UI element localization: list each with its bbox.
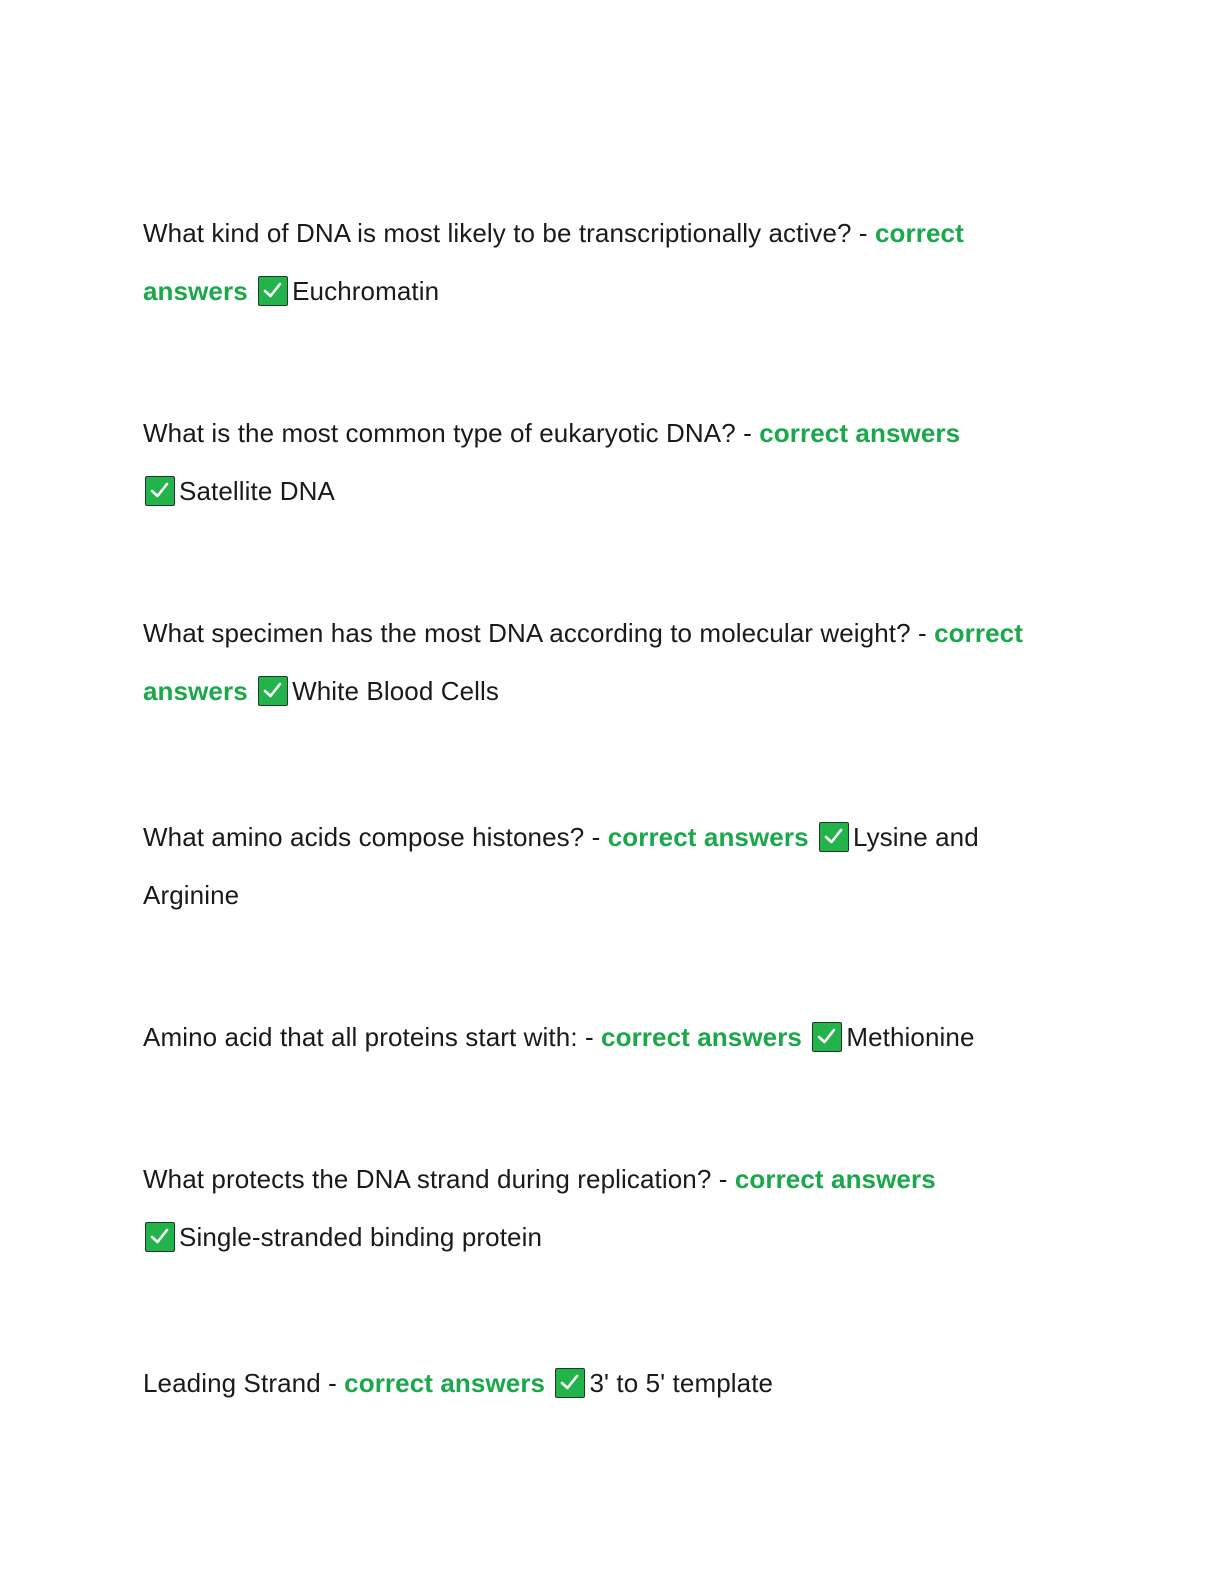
check-mark-icon — [258, 676, 288, 706]
correct-answers-label: correct answers — [607, 822, 809, 852]
qa-item-1 — [143, 204, 1063, 320]
qa-item-4 — [143, 808, 1063, 924]
check-mark-icon — [258, 276, 288, 306]
question-text: What is the most common type of eukaryotic DNA? - — [143, 418, 760, 448]
answer-text: Lysine and Arginine — [143, 822, 979, 910]
question-text: What specimen has the most DNA according to molecular weight? - — [143, 618, 935, 648]
check-mark-icon — [812, 1022, 842, 1052]
check-mark-icon — [145, 1222, 175, 1252]
correct-answers-label: correct answers — [601, 1022, 802, 1052]
answer-text: Satellite DNA — [179, 476, 335, 506]
qa-item-7 — [143, 1354, 1063, 1412]
answer-text: White Blood Cells — [292, 676, 499, 706]
answer-text: Methionine — [846, 1022, 975, 1052]
correct-answers-label: correct answers — [143, 618, 1023, 706]
qa-item-6 — [143, 1150, 1063, 1266]
question-text: What protects the DNA strand during replication? - — [143, 1164, 735, 1194]
answer-text: 3' to 5' template — [589, 1368, 774, 1398]
answer-text: Euchromatin — [292, 276, 440, 306]
qa-item-2 — [143, 404, 1063, 520]
question-text: What amino acids compose histones? - — [143, 822, 608, 852]
qa-item-5 — [143, 1008, 1063, 1066]
check-mark-icon — [819, 822, 849, 852]
check-mark-icon — [145, 476, 175, 506]
answer-text: Single-stranded binding protein — [179, 1222, 543, 1252]
correct-answers-label: correct answers — [734, 1164, 936, 1194]
question-text: Leading Strand - — [143, 1368, 345, 1398]
qa-item-3 — [143, 604, 1063, 720]
correct-answers-label: correct answers — [143, 218, 964, 306]
correct-answers-label: correct answers — [759, 418, 961, 448]
correct-answers-label: correct answers — [344, 1368, 546, 1398]
question-text: What kind of DNA is most likely to be transcriptionally active? - — [143, 218, 875, 248]
question-text: Amino acid that all proteins start with: - — [143, 1022, 602, 1052]
check-mark-icon — [555, 1368, 585, 1398]
